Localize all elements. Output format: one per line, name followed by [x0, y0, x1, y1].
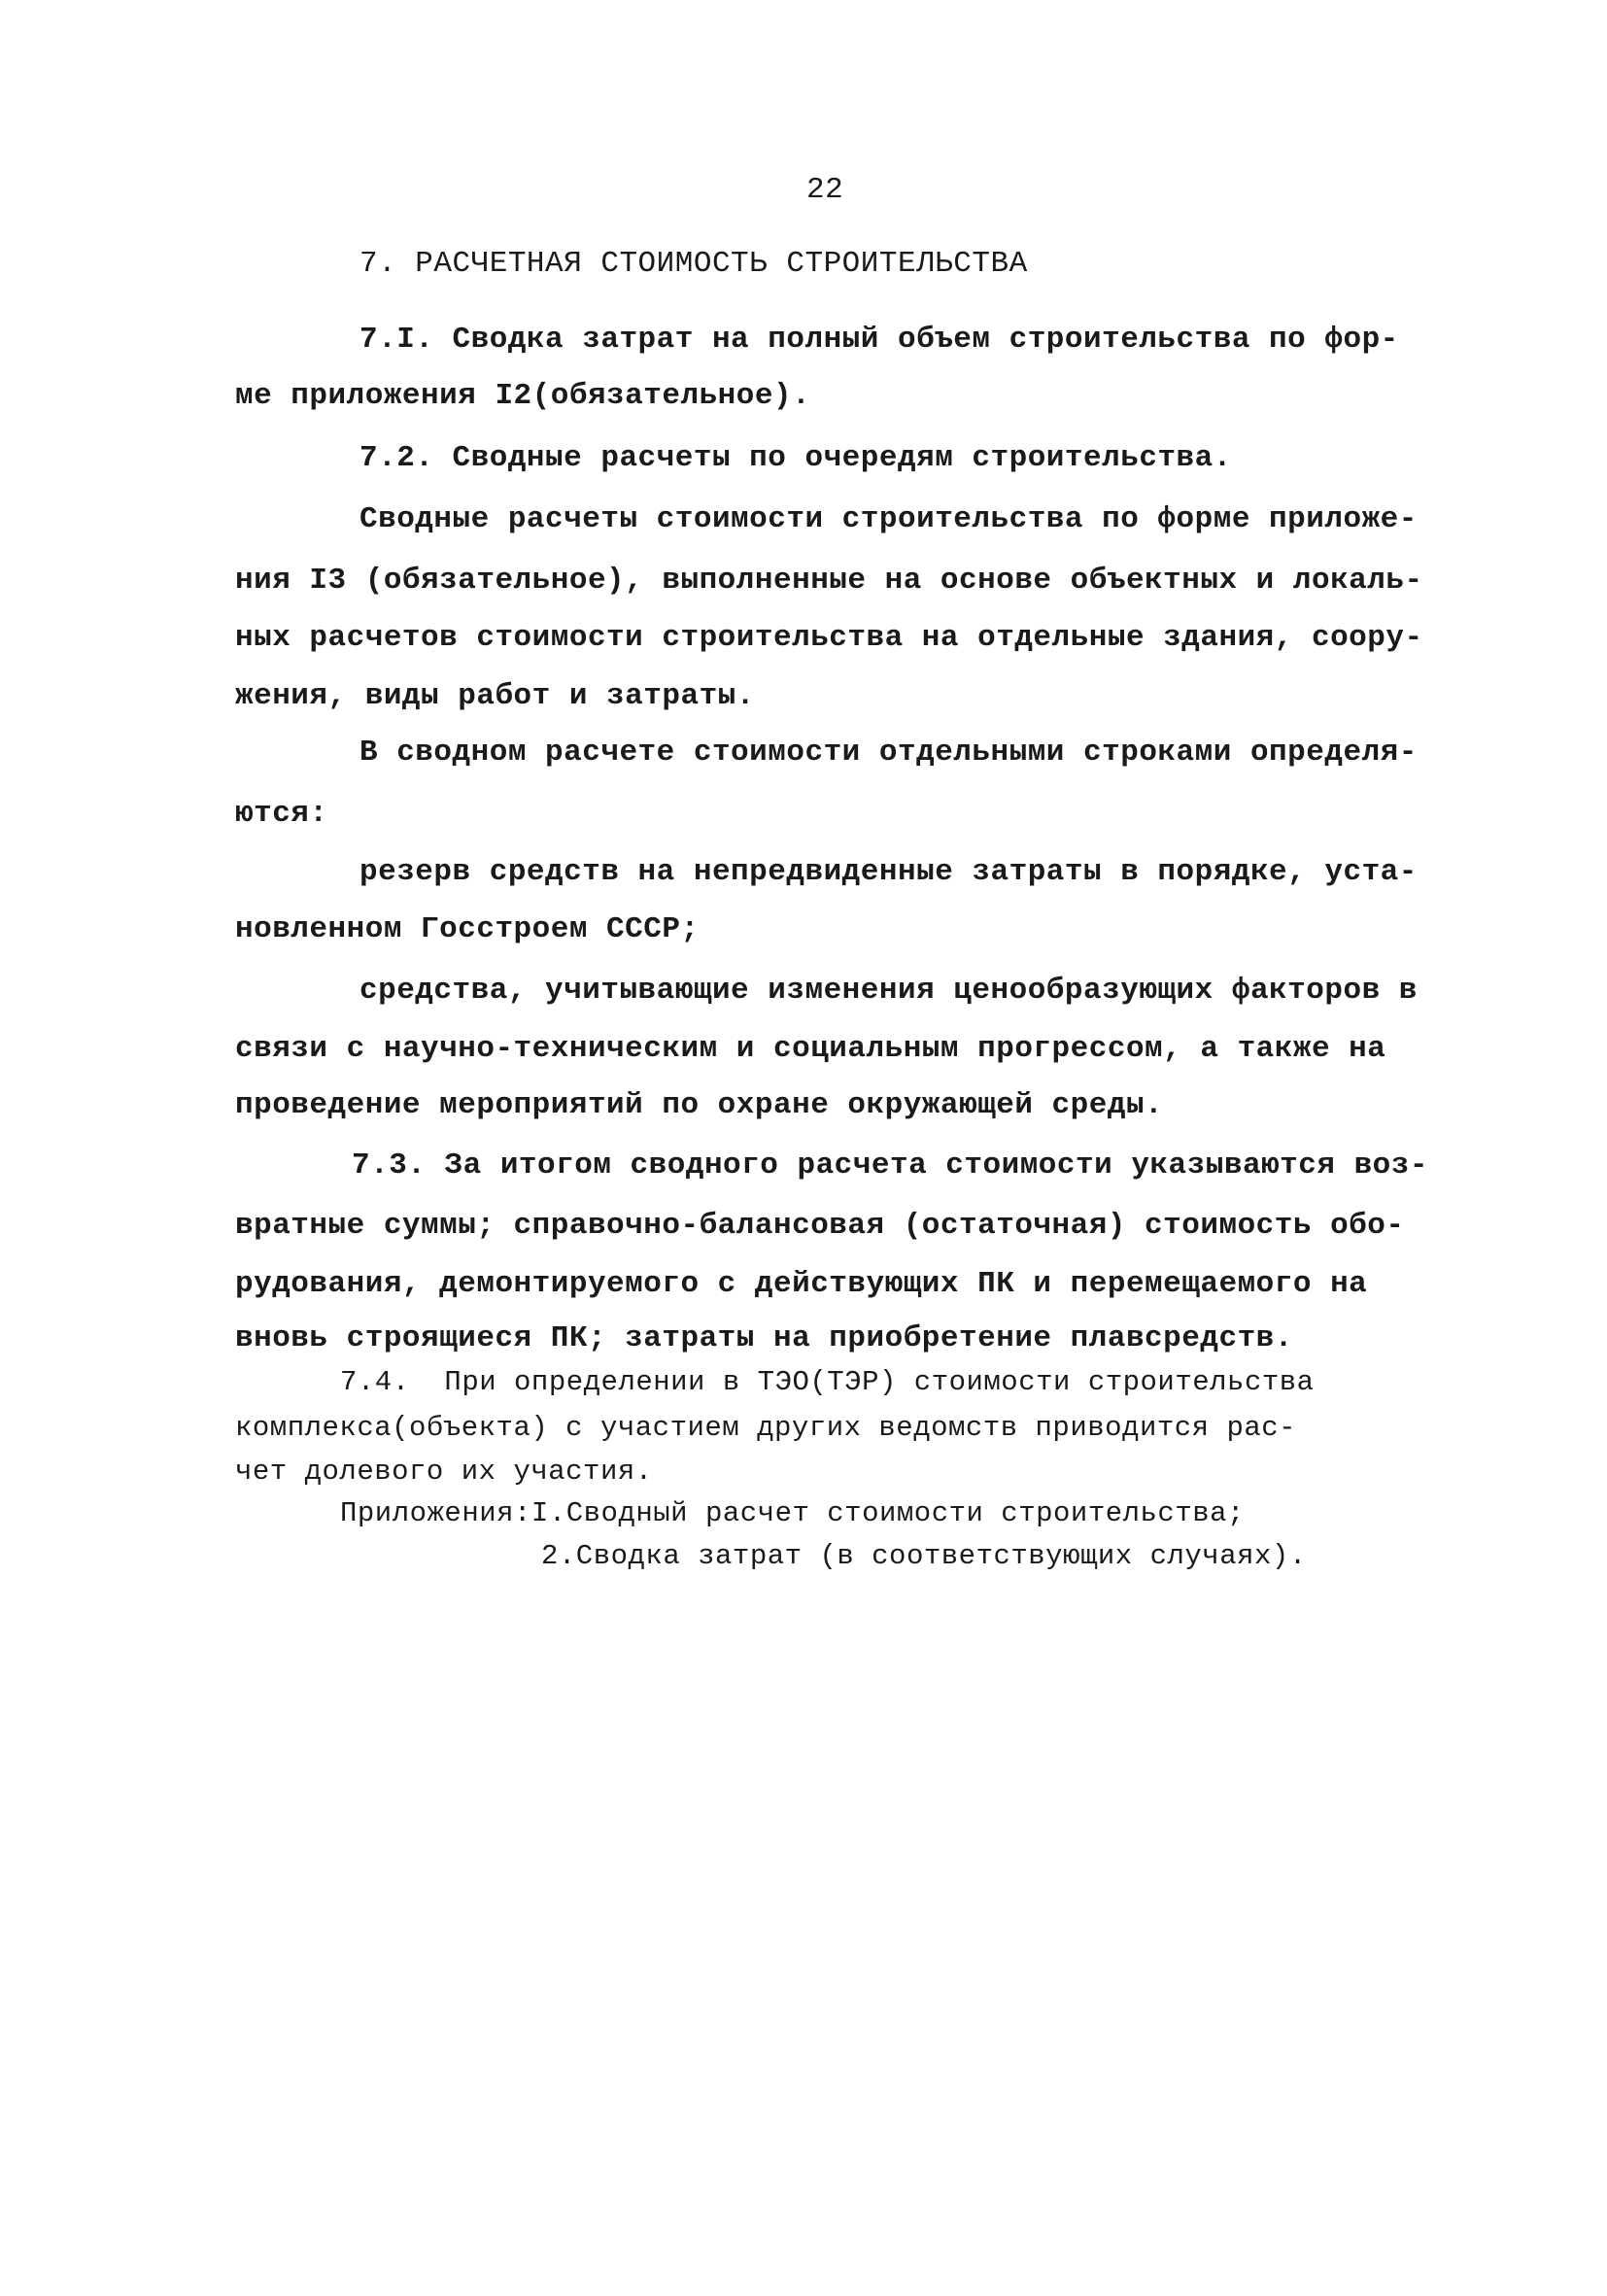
appendix-line: Приложения:I.Сводный расчет стоимости строительства; [340, 1497, 1245, 1529]
paragraph-line: 7.I. Сводка затрат на полный объем строительства по фор- [359, 323, 1399, 357]
paragraph-line: вратные суммы; справочно-балансовая (остаточная) стоимость обо- [235, 1209, 1405, 1243]
paragraph-line: ме приложения I2(обязательное). [235, 379, 811, 413]
paragraph-line: комплекса(объекта) с участием других ведомств приводится рас- [235, 1412, 1297, 1444]
paragraph-line: связи с научно-техническим и социальным прогрессом, а также на [235, 1032, 1386, 1066]
page-number: 22 [806, 173, 844, 207]
paragraph-line: ния I3 (обязательное), выполненные на основе объектных и локаль- [235, 564, 1423, 598]
section-title: 7. РАСЧЕТНАЯ СТОИМОСТЬ СТРОИТЕЛЬСТВА [359, 247, 1028, 281]
paragraph-line: 7.4. При определении в ТЭО(ТЭР) стоимости строительства [340, 1366, 1315, 1398]
paragraph-line: 7.3. За итогом сводного расчета стоимости указываются воз- [352, 1148, 1428, 1182]
paragraph-line: Сводные расчеты стоимости строительства по форме приложе- [359, 502, 1418, 536]
paragraph-line: ных расчетов стоимости строительства на отдельные здания, соору- [235, 621, 1423, 655]
paragraph-line: жения, виды работ и затраты. [235, 679, 755, 713]
paragraph-line: 7.2. Сводные расчеты по очередям строительства. [359, 441, 1232, 475]
paragraph-line: средства, учитывающие изменения ценообразующих факторов в [359, 974, 1418, 1008]
paragraph-line: чет долевого их участия. [235, 1456, 653, 1488]
paragraph-line: рудования, демонтируемого с действующих ПК и перемещаемого на [235, 1267, 1368, 1301]
paragraph-line: резерв средств на непредвиденные затраты в порядке, уста- [359, 855, 1418, 889]
paragraph-line: вновь строящиеся ПК; затраты на приобретение плавсредств. [235, 1321, 1293, 1355]
paragraph-line: проведение мероприятий по охране окружающей среды. [235, 1088, 1164, 1122]
paragraph-line: новленном Госстроем СССР; [235, 912, 700, 946]
appendix-line: 2.Сводка затрат (в соответствующих случаях). [541, 1540, 1307, 1572]
paragraph-line: В сводном расчете стоимости отдельными строками определя- [359, 736, 1418, 770]
paragraph-line: ются: [235, 797, 328, 831]
